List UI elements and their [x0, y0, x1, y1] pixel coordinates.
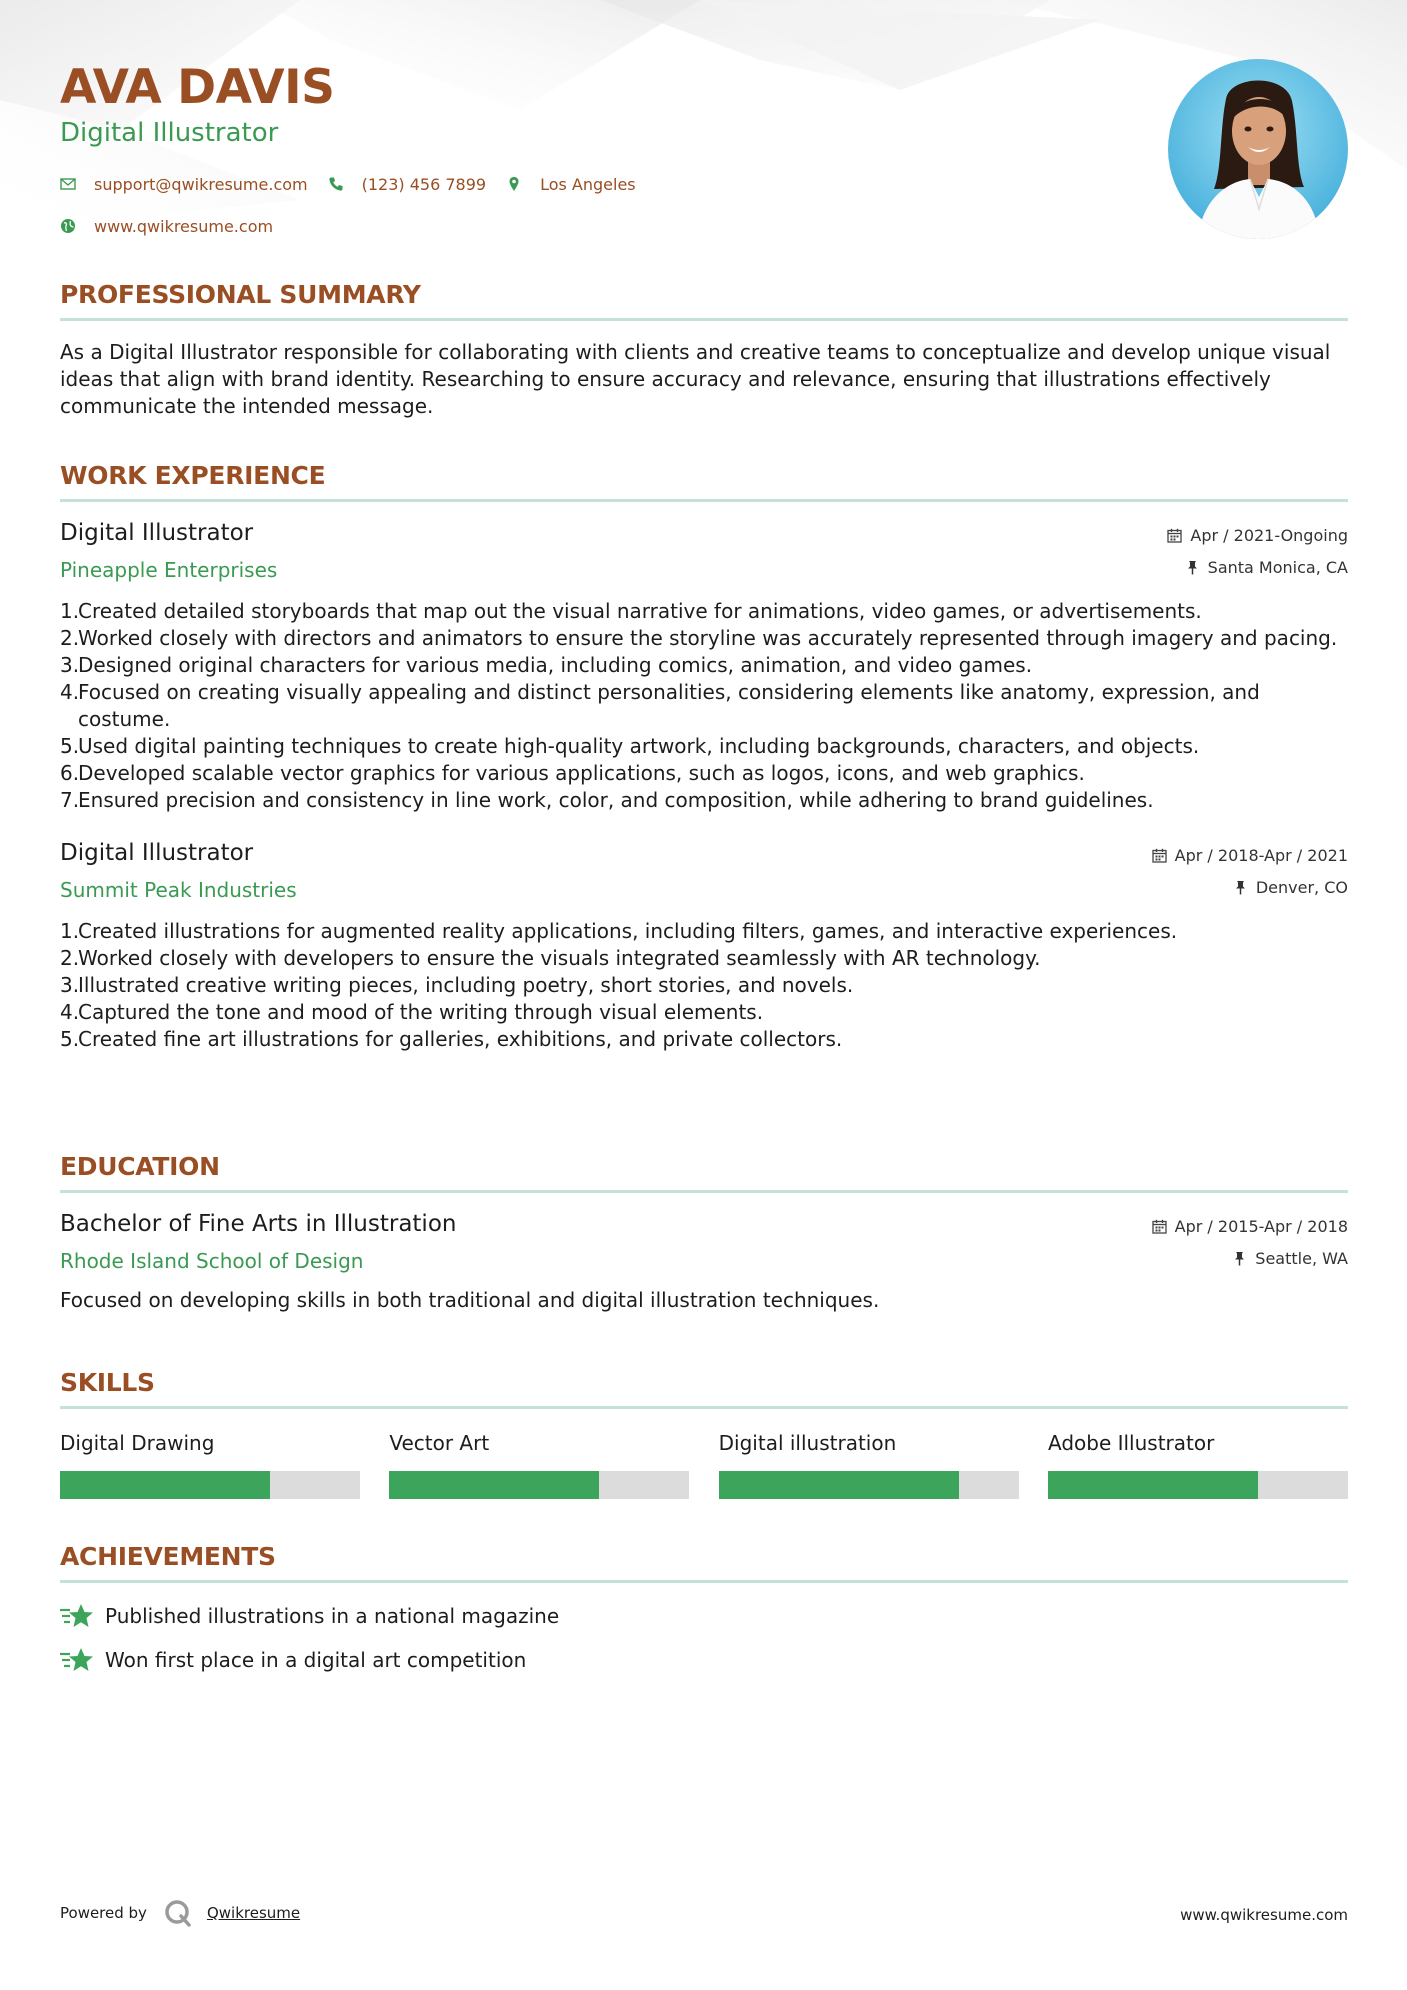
- website-contact[interactable]: [60, 217, 273, 236]
- skill-bar-fill: [1048, 1471, 1258, 1499]
- degree-title: Bachelor of Fine Arts in Illustration: [60, 1211, 457, 1237]
- list-item: 3. Illustrated creative writing pieces, including poetry, short stories, and novels.: [60, 973, 854, 997]
- list-item: 3. Designed original characters for various media, including comics, animation, and video games.: [60, 653, 1033, 677]
- phone-text: (123) 456 7899: [361, 174, 487, 194]
- skill-name: Vector Art: [389, 1431, 490, 1455]
- pushpin-icon: [1185, 560, 1200, 575]
- list-item: 4. Focused on creating visually appealing and distinct personalities, considering elements like anatomy, expression, and costume.: [60, 680, 1260, 731]
- list-item: 6. Developed scalable vector graphics for various applications, such as logos, icons, and web graphics.: [60, 761, 1085, 785]
- calendar-icon: [1152, 848, 1167, 863]
- summary-text: As a Digital Illustrator responsible for collaborating with clients and creative teams to conceptualize and develop unique visual ideas that align with brand identity. Researching to ensure accuracy and relevance, ensuring that illustrations effectively communicate the intended message.: [60, 340, 1331, 418]
- skill-bar: [1048, 1471, 1348, 1499]
- contact-info: [60, 172, 656, 238]
- summary-heading: PROFESSIONAL SUMMARY: [60, 280, 1348, 321]
- list-item: 2. Worked closely with developers to ensure the visuals integrated seamlessly with AR technology.: [60, 946, 1041, 970]
- pushpin-icon: [1232, 1251, 1247, 1266]
- qwikresume-link[interactable]: Qwikresume: [206, 1904, 301, 1922]
- education-dates-text: Apr / 2015-Apr / 2018: [1174, 1217, 1348, 1236]
- star-icon: [60, 1646, 94, 1674]
- job-entry: [60, 520, 1348, 814]
- job-responsibilities: [60, 598, 1348, 814]
- job-dates: [1167, 526, 1348, 545]
- profile-photo: [1168, 59, 1348, 239]
- skill-bar-fill: [60, 1471, 270, 1499]
- job-title: Digital Illustrator: [60, 840, 254, 866]
- skills-heading: SKILLS: [60, 1368, 1348, 1409]
- skill-name: Digital illustration: [718, 1431, 897, 1455]
- list-item: 1. Created illustrations for augmented reality applications, including filters, games, and interactive experiences.: [60, 919, 1178, 943]
- candidate-title: Digital Illustrator: [60, 118, 279, 148]
- footer-powered-by: [60, 1898, 300, 1928]
- school-name: Rhode Island School of Design: [60, 1249, 364, 1273]
- list-item: 7. Ensured precision and consistency in line work, color, and composition, while adhering to brand guidelines.: [60, 788, 1154, 812]
- job-dates: [1152, 846, 1348, 865]
- calendar-icon: [1152, 1219, 1167, 1234]
- calendar-icon: [1167, 528, 1182, 543]
- website-text: www.qwikresume.com: [94, 216, 274, 236]
- phone-icon: [328, 176, 344, 192]
- job-location: [1185, 558, 1348, 577]
- company-name: Pineapple Enterprises: [60, 558, 278, 582]
- skill-item: [60, 1431, 360, 1499]
- job-location-text: Denver, CO: [1255, 878, 1348, 897]
- list-item: 5. Used digital painting techniques to create high-quality artwork, including backgrounds, characters, and objects.: [60, 734, 1200, 758]
- skills-section: [60, 1368, 1348, 1499]
- education-description: Focused on developing skills in both traditional and digital illustration techniques.: [60, 1288, 880, 1312]
- job-title: Digital Illustrator: [60, 520, 254, 546]
- skill-item: [719, 1431, 1019, 1499]
- list-item: 4. Captured the tone and mood of the writing through visual elements.: [60, 1000, 764, 1024]
- achievement-item: [60, 1647, 1348, 1673]
- education-section: [60, 1152, 1348, 1314]
- education-entry: [60, 1211, 1348, 1314]
- map-pin-icon: [506, 176, 522, 192]
- achievement-text: Won first place in a digital art competition: [105, 1648, 527, 1672]
- skills-list: [60, 1431, 1348, 1499]
- powered-by-label: Powered by: [60, 1904, 147, 1922]
- list-item: 2. Worked closely with directors and animators to ensure the storyline was accurately represented through imagery and pacing.: [60, 626, 1338, 650]
- email-text: support@qwikresume.com: [94, 174, 308, 194]
- skill-bar-fill: [719, 1471, 959, 1499]
- achievements-heading: ACHIEVEMENTS: [60, 1542, 1348, 1583]
- skill-bar-fill: [389, 1471, 599, 1499]
- achievements-section: [60, 1542, 1348, 1673]
- job-entry: [60, 840, 1348, 1053]
- experience-section: [60, 461, 1348, 1053]
- list-item: 5. Created fine art illustrations for galleries, exhibitions, and private collectors.: [60, 1027, 843, 1051]
- qwikresume-logo-icon: [163, 1898, 193, 1928]
- list-item: 1. Created detailed storyboards that map out the visual narrative for animations, video games, or advertisements.: [60, 599, 1202, 623]
- globe-icon: [60, 218, 76, 234]
- job-location: [1233, 878, 1348, 897]
- skill-item: [1048, 1431, 1348, 1499]
- skill-bar: [719, 1471, 1019, 1499]
- summary-section: [60, 280, 1348, 420]
- education-heading: EDUCATION: [60, 1152, 1348, 1193]
- phone-contact[interactable]: [328, 175, 486, 194]
- skill-item: [389, 1431, 689, 1499]
- skill-name: Adobe Illustrator: [1047, 1431, 1215, 1455]
- skill-bar: [60, 1471, 360, 1499]
- education-location-text: Seattle, WA: [1255, 1249, 1348, 1268]
- job-responsibilities: [60, 918, 1348, 1053]
- job-dates-text: Apr / 2018-Apr / 2021: [1174, 846, 1348, 865]
- location-text: Los Angeles: [540, 174, 636, 194]
- experience-heading: WORK EXPERIENCE: [60, 461, 1348, 502]
- location-contact: [506, 175, 636, 194]
- envelope-icon: [60, 176, 76, 192]
- star-icon: [60, 1602, 94, 1630]
- achievement-text: Published illustrations in a national magazine: [105, 1604, 560, 1628]
- job-dates-text: Apr / 2021-Ongoing: [1190, 526, 1348, 545]
- email-contact[interactable]: [60, 175, 308, 194]
- skill-name: Digital Drawing: [60, 1431, 215, 1455]
- skill-bar: [389, 1471, 689, 1499]
- education-dates: [1152, 1217, 1348, 1236]
- company-name: Summit Peak Industries: [60, 878, 297, 902]
- education-location: [1232, 1249, 1348, 1268]
- pushpin-icon: [1233, 880, 1248, 895]
- footer-site-link[interactable]: www.qwikresume.com: [1180, 1906, 1348, 1924]
- job-location-text: Santa Monica, CA: [1207, 558, 1348, 577]
- achievement-item: [60, 1603, 1348, 1629]
- candidate-name: AVA DAVIS: [60, 60, 335, 115]
